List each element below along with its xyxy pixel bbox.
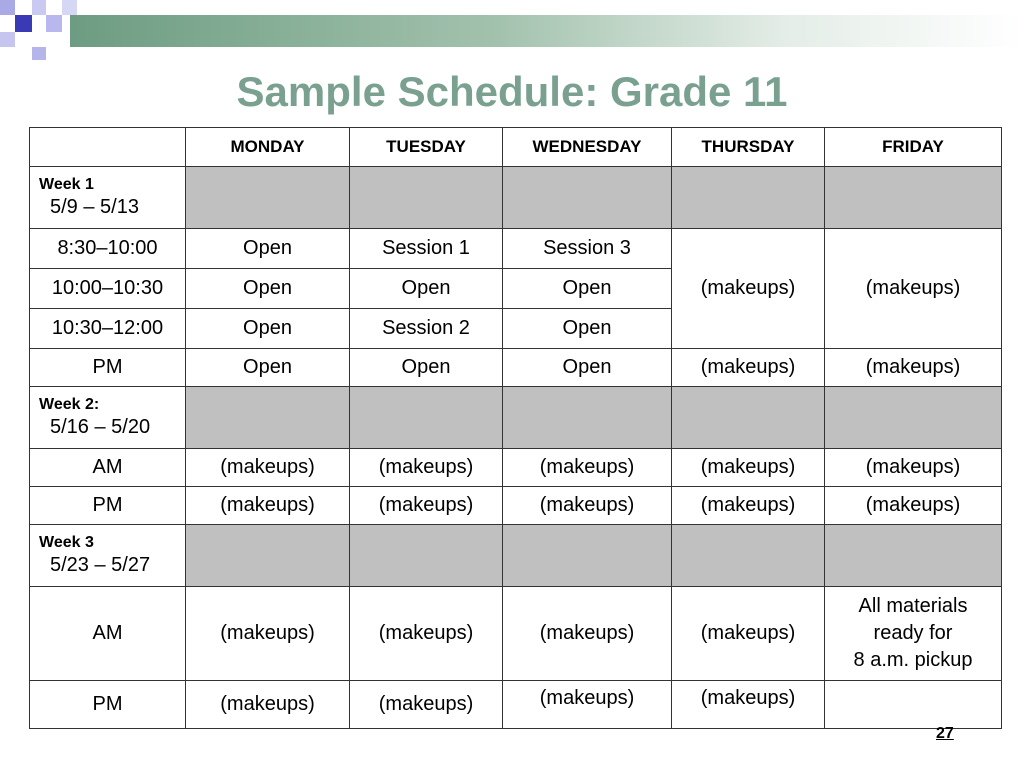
schedule-cell: Open [503,349,672,387]
schedule-cell: Open [350,349,503,387]
schedule-cell: (makeups) [503,449,672,487]
deco-square [0,32,15,47]
header-row [30,128,1002,167]
schedule-cell: Open [503,309,672,349]
time-cell: PM [30,349,186,387]
week-label-cell [30,525,186,587]
week-row [30,525,1002,587]
schedule-cell: (makeups) [350,587,503,681]
table-row [30,681,1002,729]
week-label-cell [30,387,186,449]
schedule-cell: Open [350,269,503,309]
deco-square [62,0,77,15]
header-tuesday: TUESDAY [350,128,503,167]
schedule-cell: (makeups) [503,681,672,729]
table-row [30,349,1002,387]
week-dates: 5/16 – 5/20 [50,416,151,438]
week-label: Week 1 [39,176,94,193]
schedule-cell: Session 3 [503,229,672,269]
time-cell: PM [30,681,186,729]
schedule-cell: (makeups) [186,681,350,729]
schedule-cell: Session 1 [350,229,503,269]
pickup-note-line: ready for [873,622,953,644]
schedule-cell: (makeups) [350,487,503,525]
week-label: Week 2: [39,396,100,413]
table-row [30,229,1002,269]
week-label: Week 3 [39,534,94,551]
week-row [30,167,1002,229]
schedule-cell [825,681,1002,729]
schedule-cell: (makeups) [672,587,825,681]
decorative-header-band [0,0,1024,64]
header-wednesday: WEDNESDAY [503,128,672,167]
header-gradient-bar [70,15,1024,47]
week-label-cell [30,167,186,229]
time-cell: 10:30–12:00 [30,309,186,349]
schedule-table [29,127,1002,729]
page-number: 27 [936,725,954,742]
time-cell: 8:30–10:00 [30,229,186,269]
schedule-cell: (makeups) [825,487,1002,525]
schedule-cell: Open [186,229,350,269]
schedule-cell: (makeups) [672,681,825,729]
table-row [30,587,1002,681]
schedule-cell: Open [186,269,350,309]
deco-square [15,15,32,32]
time-cell: PM [30,487,186,525]
header-friday: FRIDAY [825,128,1002,167]
schedule-cell-merged: (makeups) [672,229,825,349]
header-corner-cell [30,128,186,167]
time-cell: AM [30,449,186,487]
schedule-cell: Open [186,309,350,349]
time-cell: 10:00–10:30 [30,269,186,309]
schedule-cell: (makeups) [186,487,350,525]
schedule-cell: (makeups) [503,487,672,525]
schedule-cell: (makeups) [186,449,350,487]
page-title: Sample Schedule: Grade 11 [236,68,788,115]
header-monday: MONDAY [186,128,350,167]
week-dates: 5/23 – 5/27 [50,554,151,576]
table-row [30,487,1002,525]
schedule-cell: (makeups) [672,449,825,487]
schedule-cell: Session 2 [350,309,503,349]
pickup-note-line: 8 a.m. pickup [853,649,973,671]
week-dates: 5/9 – 5/13 [50,196,139,218]
pickup-note-cell [825,587,1002,681]
pickup-note-line: All materials [858,595,968,617]
header-thursday: THURSDAY [672,128,825,167]
schedule-cell: (makeups) [503,587,672,681]
schedule-cell: Open [503,269,672,309]
deco-square [32,0,46,15]
schedule-cell: (makeups) [672,349,825,387]
week-row [30,387,1002,449]
schedule-cell: (makeups) [350,681,503,729]
deco-square [32,47,46,60]
deco-square [0,0,15,15]
schedule-cell: (makeups) [350,449,503,487]
time-cell: AM [30,587,186,681]
schedule-cell: Open [186,349,350,387]
schedule-cell: (makeups) [825,449,1002,487]
schedule-cell-merged: (makeups) [825,229,1002,349]
schedule-cell: (makeups) [672,487,825,525]
table-row [30,449,1002,487]
deco-square [46,15,62,32]
schedule-cell: (makeups) [186,587,350,681]
schedule-cell: (makeups) [825,349,1002,387]
